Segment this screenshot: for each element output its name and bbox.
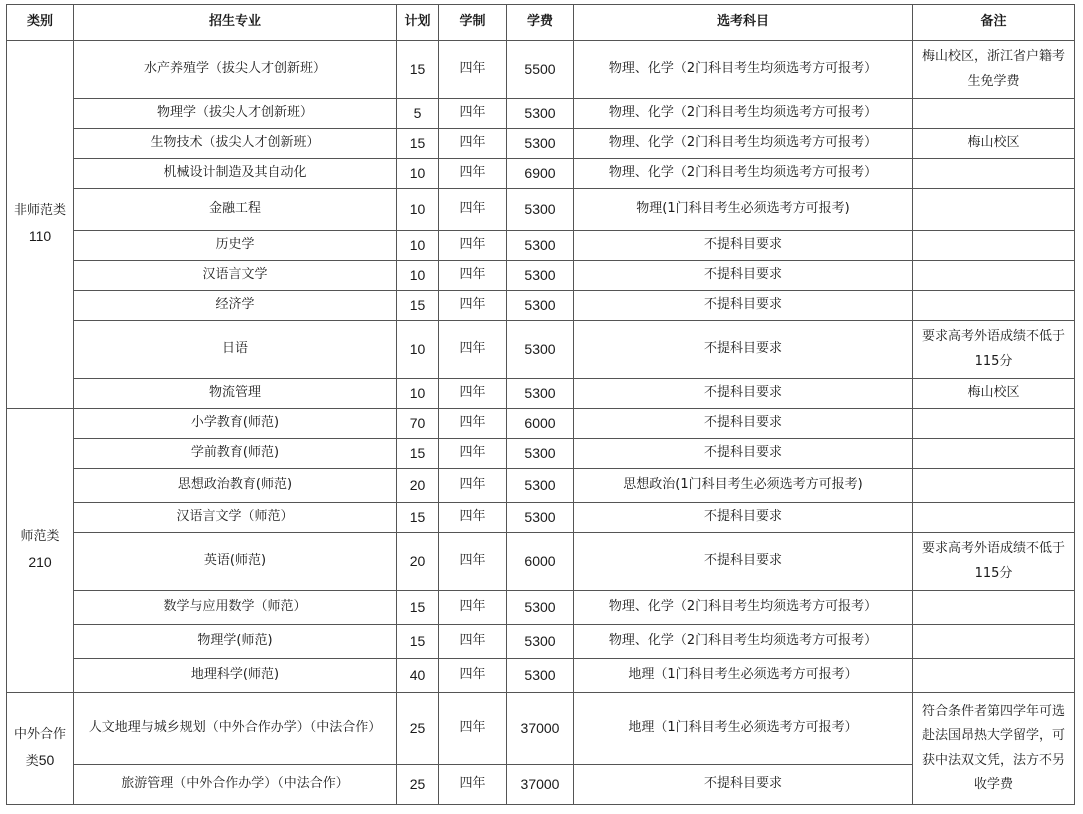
major-cell: 经济学 bbox=[74, 291, 397, 321]
plan-cell: 70 bbox=[397, 409, 439, 439]
plan-cell: 15 bbox=[397, 41, 439, 99]
fee-cell: 5300 bbox=[507, 291, 574, 321]
subjects-cell: 地理（1门科目考生必须选考方可报考） bbox=[574, 693, 913, 765]
fee-cell: 37000 bbox=[507, 765, 574, 805]
note-cell bbox=[913, 189, 1075, 231]
subjects-cell: 物理、化学（2门科目考生均须选考方可报考） bbox=[574, 625, 913, 659]
major-cell: 学前教育(师范) bbox=[74, 439, 397, 469]
fee-cell: 6000 bbox=[507, 409, 574, 439]
note-cell: 符合条件者第四学年可选赴法国昂热大学留学，可获中法双文凭，法方不另收学费 bbox=[913, 693, 1075, 805]
major-cell: 旅游管理（中外合作办学）（中法合作） bbox=[74, 765, 397, 805]
duration-cell: 四年 bbox=[439, 261, 507, 291]
fee-cell: 5300 bbox=[507, 469, 574, 503]
table-row bbox=[7, 231, 1075, 261]
major-cell: 小学教育(师范) bbox=[74, 409, 397, 439]
plan-cell: 15 bbox=[397, 129, 439, 159]
header-row bbox=[7, 5, 1075, 41]
duration-cell: 四年 bbox=[439, 41, 507, 99]
fee-cell: 6000 bbox=[507, 533, 574, 591]
table-row bbox=[7, 659, 1075, 693]
subjects-cell: 不提科目要求 bbox=[574, 533, 913, 591]
subjects-cell: 不提科目要求 bbox=[574, 439, 913, 469]
fee-cell: 5300 bbox=[507, 439, 574, 469]
subjects-cell: 物理、化学（2门科目考生均须选考方可报考） bbox=[574, 41, 913, 99]
major-cell: 历史学 bbox=[74, 231, 397, 261]
note-cell bbox=[913, 291, 1075, 321]
category-cell bbox=[7, 693, 74, 805]
plan-cell: 15 bbox=[397, 591, 439, 625]
header-fee: 学费 bbox=[507, 5, 574, 41]
note-cell: 要求高考外语成绩不低于115分 bbox=[913, 321, 1075, 379]
duration-cell: 四年 bbox=[439, 159, 507, 189]
major-cell: 思想政治教育(师范) bbox=[74, 469, 397, 503]
category-label: 师范类 bbox=[20, 529, 60, 545]
plan-cell: 10 bbox=[397, 159, 439, 189]
plan-cell: 20 bbox=[397, 533, 439, 591]
table-row bbox=[7, 159, 1075, 189]
subjects-cell: 物理、化学（2门科目考生均须选考方可报考） bbox=[574, 99, 913, 129]
header-duration: 学制 bbox=[439, 5, 507, 41]
duration-cell: 四年 bbox=[439, 231, 507, 261]
duration-cell: 四年 bbox=[439, 321, 507, 379]
duration-cell: 四年 bbox=[439, 533, 507, 591]
duration-cell: 四年 bbox=[439, 129, 507, 159]
admissions-table bbox=[6, 4, 1075, 805]
major-cell: 数学与应用数学（师范） bbox=[74, 591, 397, 625]
fee-cell: 5300 bbox=[507, 189, 574, 231]
duration-cell: 四年 bbox=[439, 409, 507, 439]
header-subjects: 选考科目 bbox=[574, 5, 913, 41]
plan-cell: 10 bbox=[397, 261, 439, 291]
major-cell: 汉语言文学（师范） bbox=[74, 503, 397, 533]
duration-cell: 四年 bbox=[439, 469, 507, 503]
fee-cell: 5300 bbox=[507, 591, 574, 625]
category-count: 210 bbox=[28, 553, 52, 570]
plan-cell: 5 bbox=[397, 99, 439, 129]
table-row bbox=[7, 625, 1075, 659]
plan-cell: 40 bbox=[397, 659, 439, 693]
category-cell bbox=[7, 409, 74, 693]
fee-cell: 5300 bbox=[507, 129, 574, 159]
note-cell bbox=[913, 99, 1075, 129]
plan-cell: 15 bbox=[397, 625, 439, 659]
category-count: 110 bbox=[28, 227, 52, 244]
duration-cell: 四年 bbox=[439, 503, 507, 533]
plan-cell: 25 bbox=[397, 765, 439, 805]
subjects-cell: 不提科目要求 bbox=[574, 231, 913, 261]
plan-cell: 10 bbox=[397, 379, 439, 409]
table-row bbox=[7, 503, 1075, 533]
fee-cell: 5300 bbox=[507, 379, 574, 409]
category-cell bbox=[7, 41, 74, 409]
table-row bbox=[7, 591, 1075, 625]
fee-cell: 6900 bbox=[507, 159, 574, 189]
subjects-cell: 不提科目要求 bbox=[574, 409, 913, 439]
plan-cell: 15 bbox=[397, 439, 439, 469]
duration-cell: 四年 bbox=[439, 291, 507, 321]
table-row bbox=[7, 379, 1075, 409]
major-cell: 水产养殖学（拔尖人才创新班） bbox=[74, 41, 397, 99]
subjects-cell: 不提科目要求 bbox=[574, 321, 913, 379]
plan-cell: 10 bbox=[397, 189, 439, 231]
subjects-cell: 不提科目要求 bbox=[574, 503, 913, 533]
note-cell: 要求高考外语成绩不低于115分 bbox=[913, 533, 1075, 591]
subjects-cell: 地理（1门科目考生必须选考方可报考） bbox=[574, 659, 913, 693]
major-cell: 物流管理 bbox=[74, 379, 397, 409]
header-plan: 计划 bbox=[397, 5, 439, 41]
duration-cell: 四年 bbox=[439, 189, 507, 231]
header-note: 备注 bbox=[913, 5, 1075, 41]
fee-cell: 5300 bbox=[507, 99, 574, 129]
major-cell: 人文地理与城乡规划（中外合作办学）（中法合作） bbox=[74, 693, 397, 765]
note-cell bbox=[913, 231, 1075, 261]
note-cell bbox=[913, 159, 1075, 189]
table-row bbox=[7, 99, 1075, 129]
fee-cell: 5300 bbox=[507, 321, 574, 379]
header-major: 招生专业 bbox=[74, 5, 397, 41]
subjects-cell: 物理、化学（2门科目考生均须选考方可报考） bbox=[574, 591, 913, 625]
table-row bbox=[7, 439, 1075, 469]
plan-cell: 10 bbox=[397, 321, 439, 379]
plan-cell: 15 bbox=[397, 291, 439, 321]
fee-cell: 5300 bbox=[507, 625, 574, 659]
table-row bbox=[7, 321, 1075, 379]
fee-cell: 5300 bbox=[507, 659, 574, 693]
table-row bbox=[7, 129, 1075, 159]
fee-cell: 5300 bbox=[507, 503, 574, 533]
subjects-cell: 物理、化学（2门科目考生均须选考方可报考） bbox=[574, 159, 913, 189]
note-cell: 梅山校区，浙江省户籍考生免学费 bbox=[913, 41, 1075, 99]
plan-cell: 10 bbox=[397, 231, 439, 261]
header-category: 类别 bbox=[7, 5, 74, 41]
note-cell bbox=[913, 439, 1075, 469]
note-cell bbox=[913, 625, 1075, 659]
major-cell: 地理科学(师范) bbox=[74, 659, 397, 693]
major-cell: 日语 bbox=[74, 321, 397, 379]
fee-cell: 5300 bbox=[507, 261, 574, 291]
table-row bbox=[7, 291, 1075, 321]
fee-cell: 5500 bbox=[507, 41, 574, 99]
subjects-cell: 不提科目要求 bbox=[574, 261, 913, 291]
category-label: 中外合作类 bbox=[13, 727, 66, 769]
table-row bbox=[7, 41, 1075, 99]
table-row bbox=[7, 469, 1075, 503]
note-cell bbox=[913, 503, 1075, 533]
major-cell: 物理学(师范) bbox=[74, 625, 397, 659]
table-row bbox=[7, 533, 1075, 591]
table-row bbox=[7, 409, 1075, 439]
plan-cell: 25 bbox=[397, 693, 439, 765]
duration-cell: 四年 bbox=[439, 693, 507, 765]
major-cell: 生物技术（拔尖人才创新班） bbox=[74, 129, 397, 159]
category-count: 50 bbox=[38, 751, 55, 768]
major-cell: 英语(师范) bbox=[74, 533, 397, 591]
fee-cell: 5300 bbox=[507, 231, 574, 261]
duration-cell: 四年 bbox=[439, 659, 507, 693]
note-cell bbox=[913, 591, 1075, 625]
subjects-cell: 不提科目要求 bbox=[574, 379, 913, 409]
subjects-cell: 不提科目要求 bbox=[574, 765, 913, 805]
subjects-cell: 不提科目要求 bbox=[574, 291, 913, 321]
duration-cell: 四年 bbox=[439, 591, 507, 625]
subjects-cell: 物理、化学（2门科目考生均须选考方可报考） bbox=[574, 129, 913, 159]
note-cell: 梅山校区 bbox=[913, 129, 1075, 159]
plan-cell: 15 bbox=[397, 503, 439, 533]
duration-cell: 四年 bbox=[439, 765, 507, 805]
note-cell bbox=[913, 469, 1075, 503]
table-row bbox=[7, 189, 1075, 231]
major-cell: 物理学（拔尖人才创新班） bbox=[74, 99, 397, 129]
plan-cell: 20 bbox=[397, 469, 439, 503]
major-cell: 汉语言文学 bbox=[74, 261, 397, 291]
subjects-cell: 物理(1门科目考生必须选考方可报考) bbox=[574, 189, 913, 231]
major-cell: 机械设计制造及其自动化 bbox=[74, 159, 397, 189]
duration-cell: 四年 bbox=[439, 99, 507, 129]
fee-cell: 37000 bbox=[507, 693, 574, 765]
duration-cell: 四年 bbox=[439, 439, 507, 469]
duration-cell: 四年 bbox=[439, 379, 507, 409]
major-cell: 金融工程 bbox=[74, 189, 397, 231]
duration-cell: 四年 bbox=[439, 625, 507, 659]
note-cell bbox=[913, 261, 1075, 291]
table-row bbox=[7, 693, 1075, 765]
subjects-cell: 思想政治(1门科目考生必须选考方可报考) bbox=[574, 469, 913, 503]
note-cell bbox=[913, 409, 1075, 439]
note-cell bbox=[913, 659, 1075, 693]
category-label: 非师范类 bbox=[13, 203, 66, 219]
table-row bbox=[7, 261, 1075, 291]
note-cell: 梅山校区 bbox=[913, 379, 1075, 409]
